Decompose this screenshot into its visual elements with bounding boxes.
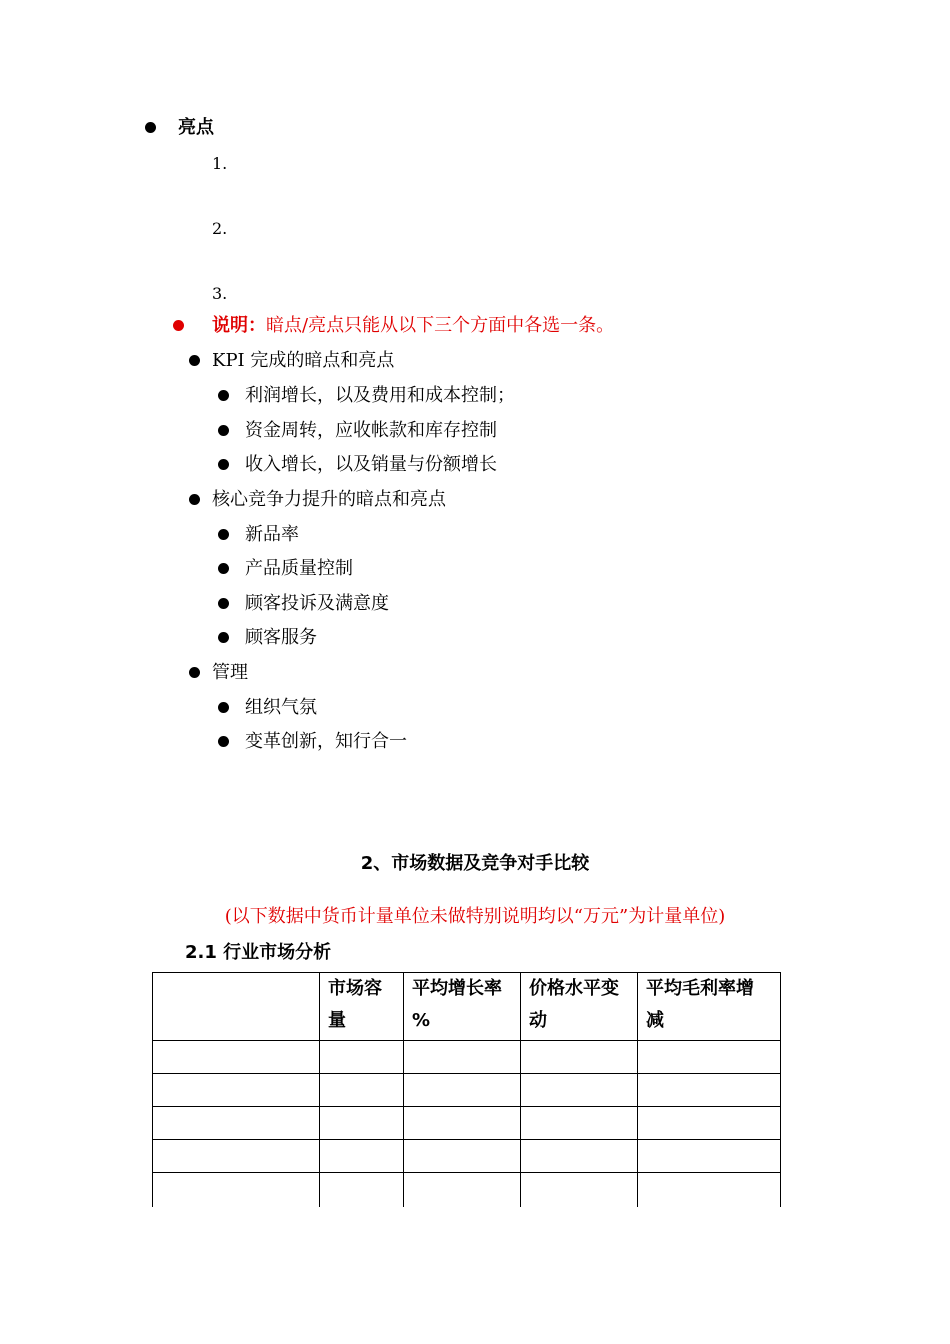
header-market-capacity: 市场容 xyxy=(328,978,382,999)
table-cell[interactable] xyxy=(638,1173,781,1208)
item-bullet-icon xyxy=(218,563,229,574)
table-cell[interactable] xyxy=(638,1074,781,1107)
note-text: 暗点/亮点只能从以下三个方面中各选一条。 xyxy=(266,315,615,336)
market-analysis-table xyxy=(152,972,781,1207)
table-cell[interactable] xyxy=(320,1107,404,1140)
table-cell[interactable] xyxy=(521,1107,638,1140)
table-header-cell: 平均增长率 % xyxy=(404,973,521,1041)
table-cell[interactable] xyxy=(153,1041,320,1074)
category-management: 管理 xyxy=(212,662,248,683)
unit-note: (以下数据中货币计量单位未做特别说明均以“万元”为计量单位) xyxy=(224,906,726,927)
note-bullet-icon xyxy=(173,320,184,331)
note-label: 说明： xyxy=(212,315,266,336)
table-cell[interactable] xyxy=(153,1074,320,1107)
table-row xyxy=(153,1107,781,1140)
item-bullet-icon xyxy=(218,632,229,643)
item-bullet-icon xyxy=(218,702,229,713)
item-bullet-icon xyxy=(218,736,229,747)
table-header-cell: 价格水平变 动 xyxy=(521,973,638,1041)
table-cell[interactable] xyxy=(521,1140,638,1173)
table-cell[interactable] xyxy=(404,1107,521,1140)
category-bullet-icon xyxy=(189,667,200,678)
table-cell[interactable] xyxy=(153,1173,320,1208)
table-cell[interactable] xyxy=(638,1107,781,1140)
subsection-title: 2.1 行业市场分析 xyxy=(185,942,332,963)
category-item: 顾客服务 xyxy=(245,627,317,648)
category-item: 新品率 xyxy=(245,524,299,545)
table-cell[interactable] xyxy=(638,1140,781,1173)
header-avg-growth: 平均增长率 xyxy=(412,978,502,999)
highlight-item-3: 3. xyxy=(212,284,228,303)
highlights-heading: 亮点 xyxy=(178,117,214,138)
table-cell[interactable] xyxy=(153,1107,320,1140)
table-cell[interactable] xyxy=(404,1074,521,1107)
table-cell[interactable] xyxy=(320,1074,404,1107)
table-cell[interactable] xyxy=(521,1041,638,1074)
category-bullet-icon xyxy=(189,494,200,505)
category-bullet-icon xyxy=(189,355,200,366)
table-cell[interactable] xyxy=(404,1140,521,1173)
category-kpi: KPI 完成的暗点和亮点 xyxy=(212,350,395,371)
table-header-cell: 市场容 量 xyxy=(320,973,404,1041)
table-row xyxy=(153,1041,781,1074)
table-cell[interactable] xyxy=(320,1140,404,1173)
table-cell[interactable] xyxy=(521,1074,638,1107)
note xyxy=(212,315,614,337)
category-core-competence: 核心竞争力提升的暗点和亮点 xyxy=(212,489,446,510)
category-item: 资金周转，应收帐款和库存控制 xyxy=(245,420,497,441)
highlight-item-1: 1. xyxy=(212,154,228,173)
bullet-icon xyxy=(145,122,156,133)
table-row xyxy=(153,1140,781,1173)
table-row xyxy=(153,1173,781,1208)
category-item: 变革创新，知行合一 xyxy=(245,731,407,752)
item-bullet-icon xyxy=(218,459,229,470)
table-cell[interactable] xyxy=(320,1173,404,1208)
table-cell[interactable] xyxy=(320,1041,404,1074)
highlight-item-2: 2. xyxy=(212,219,228,238)
table-cell[interactable] xyxy=(521,1173,638,1208)
category-item: 产品质量控制 xyxy=(245,558,353,579)
item-bullet-icon xyxy=(218,598,229,609)
table-header-cell: 平均毛利率增 减 xyxy=(638,973,781,1041)
category-item: 组织气氛 xyxy=(245,697,317,718)
item-bullet-icon xyxy=(218,425,229,436)
item-bullet-icon xyxy=(218,390,229,401)
category-item: 顾客投诉及满意度 xyxy=(245,593,389,614)
header-price-change: 价格水平变 xyxy=(529,978,619,999)
section-title: 2、市场数据及竞争对手比较 xyxy=(360,853,590,874)
table-header-row xyxy=(153,973,781,1041)
table-cell[interactable] xyxy=(153,1140,320,1173)
table-cell[interactable] xyxy=(404,1041,521,1074)
category-item: 利润增长，以及费用和成本控制； xyxy=(245,385,515,406)
table-cell[interactable] xyxy=(638,1041,781,1074)
table-header-cell xyxy=(153,973,320,1041)
header-margin-change: 平均毛利率增 xyxy=(646,978,754,999)
item-bullet-icon xyxy=(218,529,229,540)
table-row xyxy=(153,1074,781,1107)
category-item: 收入增长，以及销量与份额增长 xyxy=(245,454,497,475)
table-cell[interactable] xyxy=(404,1173,521,1208)
